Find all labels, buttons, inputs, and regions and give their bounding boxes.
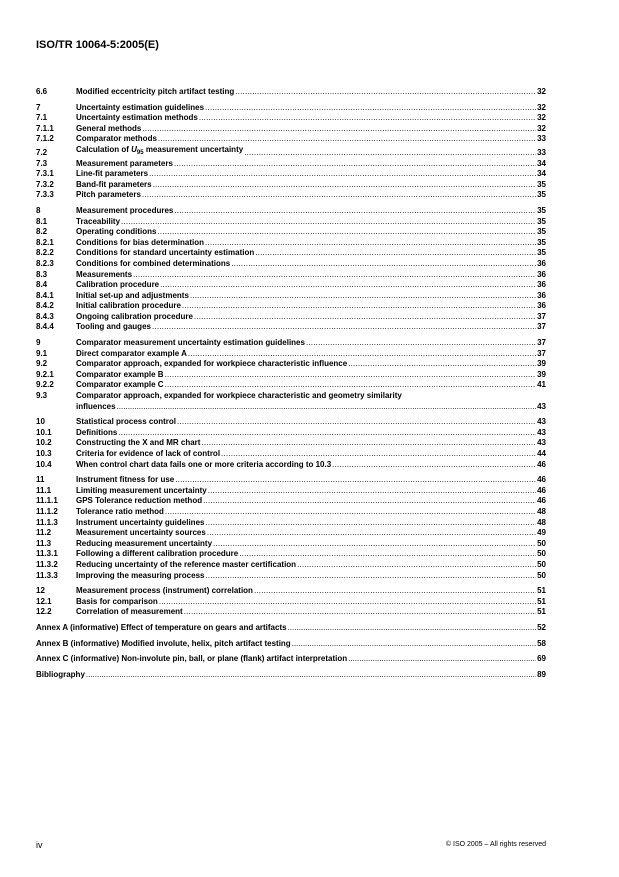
toc-leader-dots	[207, 528, 536, 539]
toc-leader-dots	[158, 134, 536, 145]
toc-leader-dots	[121, 217, 536, 228]
toc-entry[interactable]	[36, 370, 546, 381]
toc-leader-dots	[153, 180, 537, 191]
toc-leader-dots	[165, 507, 536, 518]
toc-entry-number: 9.3	[36, 391, 48, 401]
toc-entry-number: 7.3.3	[36, 190, 54, 200]
toc-entry-page: 33	[537, 147, 546, 157]
toc-entry-page: 32	[537, 87, 546, 96]
toc-entry-number: 11.1.3	[36, 517, 58, 527]
toc-entry-number: 8.4.1	[36, 290, 54, 300]
toc-entry-page: 48	[537, 517, 546, 527]
toc-entry-number: 10.4	[36, 459, 52, 469]
title-suffix: measurement uncertainty	[143, 144, 244, 154]
toc-entry-page: 43	[537, 401, 546, 411]
toc-entry[interactable]	[36, 586, 546, 597]
toc-entry[interactable]	[36, 391, 546, 402]
toc-leader-dots	[199, 113, 536, 124]
toc-entry-page: 46	[537, 485, 546, 495]
toc-entry-number: 10.3	[36, 449, 52, 458]
toc-entry[interactable]	[36, 486, 546, 497]
toc-leader-dots	[348, 654, 536, 665]
toc-entry-page: 43	[537, 438, 546, 448]
toc-entry-number: 11.2	[36, 528, 52, 538]
toc-entry[interactable]	[36, 359, 546, 370]
toc-entry-page: 89	[537, 669, 546, 679]
toc-entry-page: 43	[537, 427, 546, 437]
toc-entry-title: Instrument uncertainty guidelines	[76, 517, 205, 527]
toc-entry-number: 10.2	[36, 438, 52, 448]
toc-leader-dots	[255, 248, 536, 259]
toc-entry-page: 35	[537, 190, 546, 200]
toc-leader-dots	[292, 639, 536, 650]
toc-leader-dots	[149, 169, 536, 180]
toc-entry-page: 32	[537, 102, 546, 112]
toc-entry[interactable]	[36, 301, 546, 312]
toc-bibliography[interactable]	[36, 670, 546, 681]
toc-entry-number: 12	[36, 586, 45, 596]
toc-entry-page: 37	[537, 338, 546, 348]
variable-u: U	[131, 144, 137, 154]
toc-entry-page: 33	[537, 134, 546, 144]
title-prefix: Calculation of	[76, 144, 132, 154]
toc-entry[interactable]	[36, 460, 546, 471]
toc-entry-page: 32	[537, 113, 546, 123]
toc-entry-title: Reducing measurement uncertainty	[76, 538, 213, 548]
toc-leader-dots	[152, 322, 536, 333]
toc-group	[36, 103, 546, 201]
toc-entry-page: 51	[537, 596, 546, 606]
toc-entry-title-continued: influences	[76, 401, 116, 411]
toc-entry-title: Measurement process (instrument) correlation	[76, 586, 253, 596]
toc-entry-number: 9	[36, 338, 41, 348]
toc-entry[interactable]	[36, 496, 546, 507]
toc-entry-title: Band-fit parameters	[76, 179, 152, 189]
toc-entry[interactable]	[36, 180, 546, 191]
toc-entry-title: GPS Tolerance reduction method	[76, 496, 203, 506]
toc-leader-dots	[190, 291, 536, 302]
toc-entry[interactable]	[36, 227, 546, 238]
toc-entry[interactable]	[36, 206, 546, 217]
toc-group	[36, 206, 546, 333]
toc-entry-title: Comparator methods	[76, 134, 157, 144]
toc-leader-dots	[157, 227, 536, 238]
toc-entry-number: 8.4	[36, 280, 48, 290]
toc-leader-dots	[205, 103, 536, 114]
toc-entry[interactable]	[36, 549, 546, 560]
toc-entry-title: Annex B (informative) Modified involute, helix, pitch artifact testing	[36, 638, 291, 648]
toc-leader-dots	[332, 460, 536, 471]
toc-entry-title: Annex A (informative) Effect of temperature on gears and artifacts	[36, 622, 287, 632]
toc-entry-number: 6.6	[36, 87, 48, 96]
toc-entry[interactable]	[36, 134, 546, 145]
toc-entry-page: 58	[537, 638, 546, 648]
toc-entry[interactable]	[36, 291, 546, 302]
toc-entry-page: 51	[537, 586, 546, 596]
toc-leader-dots	[184, 607, 536, 618]
toc-leader-dots	[235, 87, 536, 98]
toc-entry-title: Tooling and gauges	[76, 322, 151, 332]
toc-entry-number: 10.1	[36, 427, 52, 437]
toc-leader-dots	[142, 124, 536, 135]
toc-entry-number: 8.2	[36, 227, 48, 237]
toc-entry-number: 7.2	[36, 147, 48, 157]
toc-entry-page: 34	[537, 158, 546, 168]
toc-entry[interactable]	[36, 322, 546, 333]
toc-entry-title: Comparator example C	[76, 380, 164, 390]
toc-leader-dots	[133, 270, 536, 281]
toc-entry-number: 7.1.2	[36, 134, 54, 144]
toc-entry-page: 36	[537, 280, 546, 290]
toc-leader-dots	[175, 475, 536, 486]
toc-entry-number: 8.2.3	[36, 258, 54, 268]
toc-entry[interactable]	[36, 438, 546, 449]
toc-leader-dots	[254, 586, 536, 597]
toc-entry-title: Limiting measurement uncertainty	[76, 485, 207, 495]
toc-entry-number: 11.1	[36, 485, 52, 495]
toc-entry-title: Initial set-up and adjustments	[76, 290, 189, 300]
toc-entry-page: 36	[537, 258, 546, 268]
toc-leader-dots	[142, 190, 536, 201]
toc-entry[interactable]	[36, 270, 546, 281]
toc-group	[36, 475, 546, 581]
toc-entry-number: 7.1	[36, 113, 48, 123]
toc-entry[interactable]	[36, 238, 546, 249]
toc-entry[interactable]	[36, 428, 546, 439]
toc-entry-page: 48	[537, 506, 546, 516]
toc-annex-c[interactable]	[36, 654, 546, 665]
toc-entry-page: 50	[537, 549, 546, 559]
toc-entry-page: 39	[537, 369, 546, 379]
toc-entry-title: Operating conditions	[76, 227, 157, 237]
toc-entry-title: Criteria for evidence of lack of control	[76, 449, 221, 458]
toc-entry-title: Tolerance ratio method	[76, 506, 164, 516]
toc-entry[interactable]	[36, 103, 546, 114]
toc-entry-page: 35	[537, 237, 546, 247]
toc-entry-number: 10	[36, 417, 45, 427]
toc-entry[interactable]	[36, 338, 546, 349]
toc-entry-title: Comparator measurement uncertainty estimation guidelines	[76, 338, 305, 348]
page-number: iv	[36, 840, 43, 850]
toc-entry-page: 35	[537, 248, 546, 258]
toc-entry-title	[76, 145, 243, 159]
toc-entry-page: 41	[537, 380, 546, 390]
toc-entry-number: 11.3.2	[36, 559, 58, 569]
toc-entry-page: 34	[537, 169, 546, 179]
toc-entry[interactable]	[36, 539, 546, 550]
toc-entry-title: Improving the measuring process	[76, 570, 205, 580]
toc-leader-dots	[118, 428, 536, 439]
toc-entry-title: Traceability	[76, 216, 121, 226]
toc-entry[interactable]	[36, 87, 546, 98]
toc-leader-dots	[174, 159, 536, 170]
toc-entry-number: 12.2	[36, 607, 52, 617]
toc-entry-title: Measurement uncertainty sources	[76, 528, 206, 538]
toc-entry-title: Definitions	[76, 427, 118, 437]
toc-entry-page: 36	[537, 290, 546, 300]
toc-entry-page: 52	[537, 622, 546, 632]
toc-entry-page: 49	[537, 528, 546, 538]
toc-leader-dots	[117, 402, 537, 413]
toc-leader-dots	[221, 449, 536, 460]
toc-group	[36, 87, 546, 98]
toc-entry-page: 50	[537, 570, 546, 580]
toc-entry-page: 37	[537, 348, 546, 358]
toc-leader-dots	[188, 349, 536, 360]
toc-entry-title: Constructing the X and MR chart	[76, 438, 201, 448]
toc-entry-page: 51	[537, 607, 546, 617]
toc-entry-title: Reducing uncertainty of the reference master certification	[76, 559, 297, 569]
toc-entry-title: Uncertainty estimation methods	[76, 113, 198, 123]
toc-entry-title: Measurement parameters	[76, 158, 173, 168]
toc-entry-title: Comparator approach, expanded for workpiece characteristic and geometry similarity	[76, 391, 402, 401]
toc-entry[interactable]	[36, 113, 546, 124]
toc-entry-number: 8.2.1	[36, 237, 54, 247]
toc-entry-page: 36	[537, 269, 546, 279]
toc-entry-title: Measurements	[76, 269, 133, 279]
toc-entry-title: Comparator approach, expanded for workpiece characteristic influence	[76, 359, 348, 369]
toc-leader-dots	[244, 148, 536, 159]
toc-entry-title: Ongoing calibration procedure	[76, 311, 193, 321]
toc-entry-title: Annex C (informative) Non-involute pin, ball, or plane (flank) artifact interpretation	[36, 654, 348, 664]
toc-group	[36, 338, 546, 412]
toc-entry-number: 8.4.2	[36, 301, 54, 311]
toc-entry-number: 11.1.2	[36, 506, 58, 516]
toc-leader-dots	[159, 597, 536, 608]
toc-entry-number: 11.3	[36, 538, 52, 548]
toc-entry-title: Conditions for combined determinations	[76, 258, 231, 268]
toc-leader-dots	[348, 359, 536, 370]
table-of-contents	[36, 87, 546, 685]
toc-entry-number: 12.1	[36, 596, 52, 606]
toc-entry-number: 7.3.1	[36, 169, 54, 179]
toc-entry-title: General methods	[76, 123, 142, 133]
toc-entry[interactable]	[36, 449, 546, 460]
toc-entry-page: 35	[537, 205, 546, 215]
toc-leader-dots	[177, 417, 536, 428]
toc-entry-title: When control chart data fails one or more criteria according to 10.3	[76, 459, 332, 469]
toc-entry[interactable]	[36, 145, 546, 159]
toc-entry[interactable]	[36, 159, 546, 170]
toc-entry-page: 43	[537, 417, 546, 427]
toc-entry-page: 32	[537, 123, 546, 133]
toc-entry-number: 8.3	[36, 269, 48, 279]
toc-entry-number: 7.3.2	[36, 179, 54, 189]
toc-entry-number: 7	[36, 102, 41, 112]
toc-entry-number: 11.3.3	[36, 570, 58, 580]
toc-entry-page: 37	[537, 311, 546, 321]
toc-entry-title: Following a different calibration procedure	[76, 549, 239, 559]
toc-entry[interactable]	[36, 190, 546, 201]
toc-entry-continuation[interactable]	[36, 402, 546, 413]
toc-entry-page: 35	[537, 179, 546, 189]
toc-entry[interactable]	[36, 248, 546, 259]
copyright-notice: © ISO 2005 – All rights reserved	[445, 841, 546, 848]
toc-entry[interactable]	[36, 528, 546, 539]
toc-leader-dots	[208, 486, 536, 497]
toc-entry-number: 8.4.3	[36, 311, 54, 321]
toc-entry-page: 46	[537, 475, 546, 485]
toc-group	[36, 417, 546, 470]
toc-leader-dots	[182, 301, 536, 312]
document-id: ISO/TR 10064-5:2005(E)	[36, 39, 159, 51]
toc-entry-number: 8.4.4	[36, 322, 54, 332]
toc-entry-page: 50	[537, 538, 546, 548]
toc-annex-a[interactable]	[36, 623, 546, 634]
toc-leader-dots	[288, 623, 537, 634]
toc-entry-number: 9.2	[36, 359, 48, 369]
toc-entry-page: 35	[537, 227, 546, 237]
toc-entry-number: 9.1	[36, 348, 48, 358]
toc-entry[interactable]	[36, 417, 546, 428]
toc-entry-title: Instrument fitness for use	[76, 475, 175, 485]
toc-entry-page: 69	[537, 654, 546, 664]
toc-entry-title: Direct comparator example A	[76, 348, 187, 358]
toc-entry[interactable]	[36, 380, 546, 391]
toc-entry-title: Initial calibration procedure	[76, 301, 181, 311]
toc-leader-dots	[213, 539, 536, 550]
toc-entry-title: Conditions for standard uncertainty estimation	[76, 248, 255, 258]
toc-entry-title: Measurement procedures	[76, 205, 174, 215]
toc-entry[interactable]	[36, 217, 546, 228]
toc-leader-dots	[205, 238, 536, 249]
toc-leader-dots	[239, 549, 536, 560]
toc-leader-dots	[174, 206, 536, 217]
toc-entry[interactable]	[36, 507, 546, 518]
toc-entry-number: 7.3	[36, 158, 48, 168]
toc-entry[interactable]	[36, 259, 546, 270]
toc-entry-page: 37	[537, 322, 546, 332]
toc-entry-number: 11.1.1	[36, 496, 58, 506]
toc-leader-dots	[165, 380, 537, 391]
toc-entry-title: Bibliography	[36, 669, 85, 679]
toc-entry[interactable]	[36, 607, 546, 618]
toc-entry[interactable]	[36, 124, 546, 135]
toc-entry-title: Conditions for bias determination	[76, 237, 205, 247]
toc-leader-dots	[306, 338, 536, 349]
toc-entry-number: 9.2.1	[36, 369, 54, 379]
toc-entry[interactable]	[36, 518, 546, 529]
toc-entry-title: Line-fit parameters	[76, 169, 149, 179]
subscript-95: 95	[136, 149, 144, 156]
toc-entry-page: 44	[537, 449, 546, 458]
toc-entry-page: 50	[537, 559, 546, 569]
toc-leader-dots	[297, 560, 536, 571]
toc-leader-dots	[86, 670, 536, 681]
toc-entry-title: Pitch parameters	[76, 190, 141, 200]
toc-annex-b[interactable]	[36, 639, 546, 650]
toc-entry-title: Uncertainty estimation guidelines	[76, 102, 205, 112]
toc-entry[interactable]	[36, 571, 546, 582]
toc-entry[interactable]	[36, 475, 546, 486]
toc-entry[interactable]	[36, 312, 546, 323]
toc-entry-title: Basis for comparison	[76, 596, 158, 606]
toc-entry-number: 11	[36, 475, 45, 485]
toc-entry-title: Calibration procedure	[76, 280, 160, 290]
toc-leader-dots	[165, 370, 537, 381]
toc-leader-dots	[203, 496, 536, 507]
toc-entry[interactable]	[36, 560, 546, 571]
toc-entry-title: Comparator example B	[76, 369, 164, 379]
toc-entry-number: 8.2.2	[36, 248, 54, 258]
toc-entry[interactable]	[36, 597, 546, 608]
toc-entry[interactable]	[36, 349, 546, 360]
toc-entry-number: 11.3.1	[36, 549, 58, 559]
toc-entry-page: 46	[537, 459, 546, 469]
toc-entry[interactable]	[36, 280, 546, 291]
toc-entry-number: 8	[36, 205, 41, 215]
toc-entry-page: 36	[537, 301, 546, 311]
toc-leader-dots	[205, 518, 536, 529]
toc-leader-dots	[194, 312, 536, 323]
toc-entry-title: Correlation of measurement	[76, 607, 183, 617]
toc-entry-page: 39	[537, 359, 546, 369]
toc-entry-page: 46	[537, 496, 546, 506]
toc-entry-page: 35	[537, 216, 546, 226]
toc-entry[interactable]	[36, 169, 546, 180]
toc-entry-title: Statistical process control	[76, 417, 177, 427]
toc-leader-dots	[160, 280, 536, 291]
toc-leader-dots	[201, 438, 536, 449]
toc-leader-dots	[231, 259, 536, 270]
toc-entry-number: 7.1.1	[36, 123, 54, 133]
toc-entry-number: 8.1	[36, 216, 48, 226]
toc-leader-dots	[205, 571, 536, 582]
toc-group	[36, 586, 546, 618]
toc-entry-title: Modified eccentricity pitch artifact testing	[76, 87, 235, 96]
toc-entry-number: 9.2.2	[36, 380, 54, 390]
